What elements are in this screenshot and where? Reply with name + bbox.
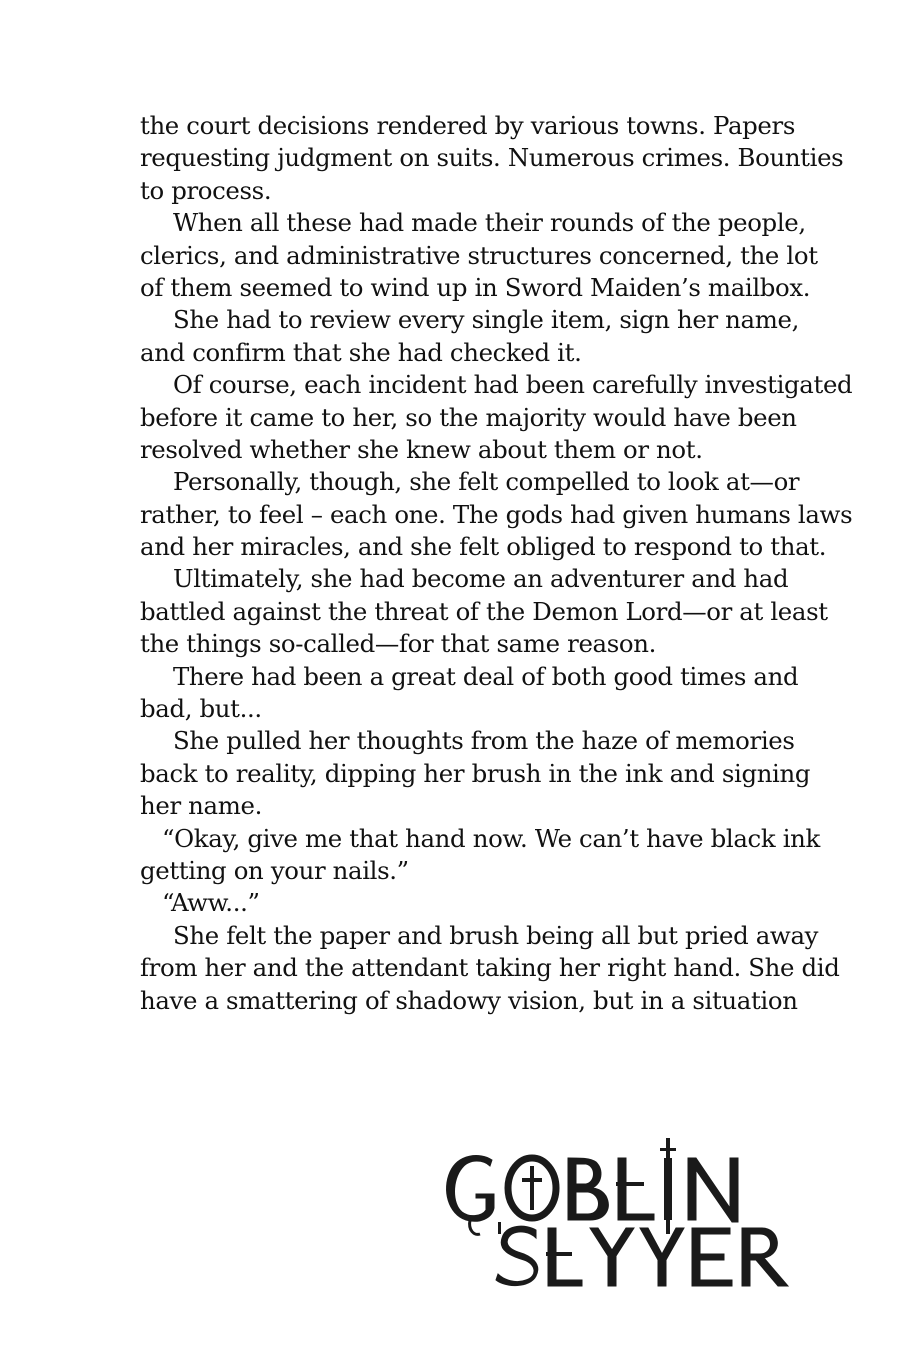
text-line: her name. bbox=[140, 791, 262, 821]
text-line: Ultimately, she had become an adventurer and had bbox=[173, 564, 789, 594]
text-line: bad, but... bbox=[140, 694, 262, 724]
text-line: Of course, each incident had been carefully investigated bbox=[173, 370, 853, 400]
text-line: getting on your nails.” bbox=[140, 855, 409, 885]
text-line: There had been a great deal of both good times and bbox=[173, 661, 799, 691]
text-line: to process. bbox=[140, 175, 272, 205]
text-line: of them seemed to wind up in Sword Maiden’s mailbox. bbox=[140, 272, 811, 302]
text-line: and confirm that she had checked it. bbox=[140, 337, 582, 367]
text-line: clerics, and administrative structures concerned, the lot bbox=[140, 240, 818, 270]
goblin-slayer-logo bbox=[440, 1130, 810, 1290]
text-line: “Aww...” bbox=[162, 888, 260, 918]
text-line: the court decisions rendered by various towns. Papers bbox=[140, 111, 795, 140]
text-line: back to reality, dipping her brush in the ink and signing bbox=[140, 758, 811, 788]
text-line: Personally, though, she felt compelled to look at—or bbox=[173, 467, 800, 497]
text-line: “Okay, give me that hand now. We can’t have black ink bbox=[162, 823, 820, 853]
body-text bbox=[140, 110, 853, 1017]
text-line: She pulled her thoughts from the haze of memories bbox=[173, 726, 795, 756]
text-line: the things so-called—for that same reason. bbox=[140, 629, 656, 659]
text-line: have a smattering of shadowy vision, but in a situation bbox=[140, 985, 798, 1015]
text-line: When all these had made their rounds of the people, bbox=[173, 208, 806, 238]
text-line: resolved whether she knew about them or not. bbox=[140, 434, 703, 464]
text-line: She felt the paper and brush being all but pried away bbox=[173, 920, 819, 950]
text-line: requesting judgment on suits. Numerous crimes. Bounties bbox=[140, 143, 844, 173]
text-line: from her and the attendant taking her right hand. She did bbox=[140, 953, 840, 983]
text-line: She had to review every single item, sign her name, bbox=[173, 305, 800, 335]
text-line: before it came to her, so the majority would have been bbox=[140, 402, 797, 432]
text-line: battled against the threat of the Demon Lord—or at least bbox=[140, 596, 828, 626]
text-line: and her miracles, and she felt obliged to respond to that. bbox=[140, 532, 827, 562]
text-line: rather, to feel – each one. The gods had given humans laws bbox=[140, 499, 853, 529]
logo-graphic bbox=[440, 1130, 810, 1290]
